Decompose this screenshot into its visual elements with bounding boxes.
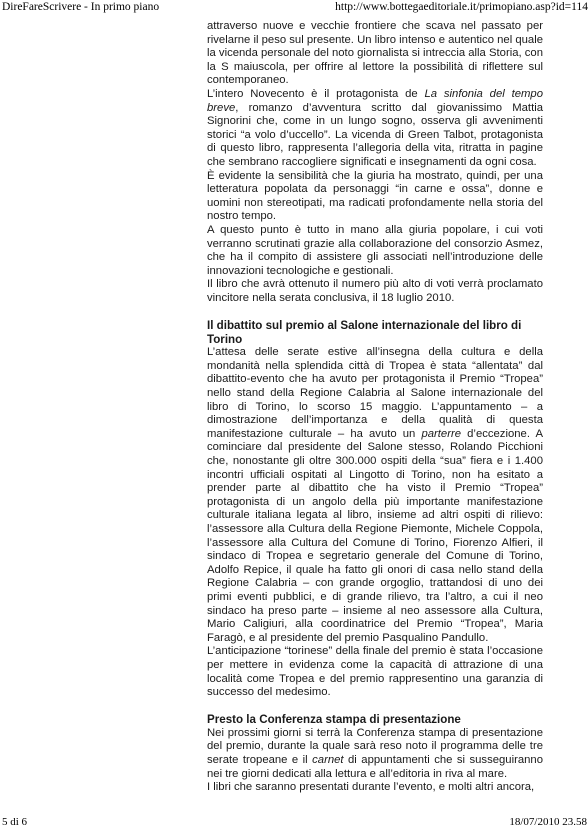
article-body (207, 20, 543, 795)
paragraph: A questo punto è tutto in mano alla giuria popolare, i cui voti verranno scrutinati grazie alla collaborazione del consorzio Asmez, che ha il compito di assistere gli associati nell’introduzione delle innovazioni tecnologiche e gestionali. (207, 223, 543, 277)
text-span: , romanzo d’avventura scritto dal giovanissimo Mattia Signorini che, come in un lungo sogno, osserva gli avvenimenti storici “a volo d’uccello”. La vicenda di Green Talbot, protagonista di questo libro, rappresenta l’allegoria della vita, ritratta in pagine che sembrano raccogliere significati e insegnamenti da ogni cosa. (207, 101, 543, 168)
text-span: d’eccezione. A cominciare dal presidente del Salone stesso, Rolando Picchioni che, nonostante gli oltre 300.000 ospiti della “sua” fiera e i 1.400 incontri ufficiali ospitati al Lingotto di Torino, non ha esitato a prender parte al dibattito che ha visto il Premio “Tropea” protagonista di un angolo della più importante manifestazione culturale italiana legata al libro, insieme ad altri ospiti di rilievo: l’assessore alla Cultura della Regione Piemonte, Michele Coppola, l’assessore alla Cultura del Comune di Torino, Fiorenzo Alfieri, il sindaco di Tropea e segretario generale del Comune di Torino, Adolfo Repice, il quale ha fatto gli onori di casa nello stand della Regione Calabria – con grande orgoglio, trattandosi di uno dei primi eventi pubblici, e di grande rilievo, tra l’altro, a cui il neo sindaco ha preso parte – insieme al neo assessore alla Cultura, Mario Caligiuri, alla coordinatrice del Premio “Tropea”, Maria Faragò, e al presidente del premio Pasqualino Pandullo. (207, 427, 543, 644)
text-span: L’intero Novecento è il protagonista de (207, 87, 425, 100)
text-span: di appuntamenti che si susseguiranno nei tre giorni dedicati alla lettura e all’editoria in riva al mare. (207, 754, 543, 780)
paragraph (207, 346, 543, 645)
browser-page-title: DireFareScrivere - In primo piano (2, 1, 160, 13)
emphasis: parterre (421, 427, 462, 440)
paragraph: È evidente la sensibilità che la giuria ha mostrato, quindi, per una letteratura popolata da personaggi “in carne e ossa”, donne e uomini non stereotipati, ma radicati profondamente nella storia del nostro tempo. (207, 169, 543, 223)
spacer (207, 700, 543, 714)
section-heading: Il dibattito sul premio al Salone internazionale del libro di Torino (207, 319, 522, 346)
paragraph: L’anticipazione “torinese” della finale del premio è stata l’occasione per mettere in evidenza come la capacità di attrazione di una località come Tropea e del premio rappresentino una garanzia di successo del medesimo. (207, 645, 543, 699)
page-url: http://www.bottegaeditoriale.it/primopiano.asp?id=114 (335, 1, 588, 13)
book-title: La sinfonia del tempo breve (207, 87, 543, 114)
paragraph: Il libro che avrà ottenuto il numero più alto di voti verrà proclamato vincitore nella serata conclusiva, il 18 luglio 2010. (207, 278, 543, 304)
paragraph: attraverso nuove e vecchie frontiere che scava nel passato per rivelarne il peso sul presente. Un libro intenso e autentico nel quale la vicenda personale del noto giornalista si intreccia alla Storia, con la S maiuscola, per offrire al lettore la possibilità di riflettere sul contemporaneo. (207, 20, 543, 87)
spacer (207, 305, 543, 319)
emphasis: carnet (312, 754, 344, 767)
paragraph: I libri che saranno presentati durante l’evento, e molti altri ancora, (207, 781, 535, 794)
paragraph (207, 727, 543, 781)
text-span: L’attesa delle serate estive all’insegna della cultura e della mondanità nella splendida città di Tropea è stata “allentata” dal dibattito-evento che ha avuto per protagonista il Premio “Tropea” nello stand della Regione Calabria al Salone internazionale del libro di Torino, lo scorso 15 maggio. L’appuntamento – a dimostrazione dell’importanza e della qualità di questa manifestazione culturale – ha avuto un (207, 346, 543, 440)
text-span: Nei prossimi giorni si terrà la Conferenza stampa di presentazione del premio, durante la quale sarà reso noto il programma delle tre serate tropeane e il (207, 726, 543, 767)
section-heading: Presto la Conferenza stampa di presentazione (207, 713, 461, 727)
page-counter: 5 di 6 (2, 816, 28, 828)
paragraph (207, 88, 543, 170)
print-timestamp: 18/07/2010 23.58 (509, 816, 587, 828)
